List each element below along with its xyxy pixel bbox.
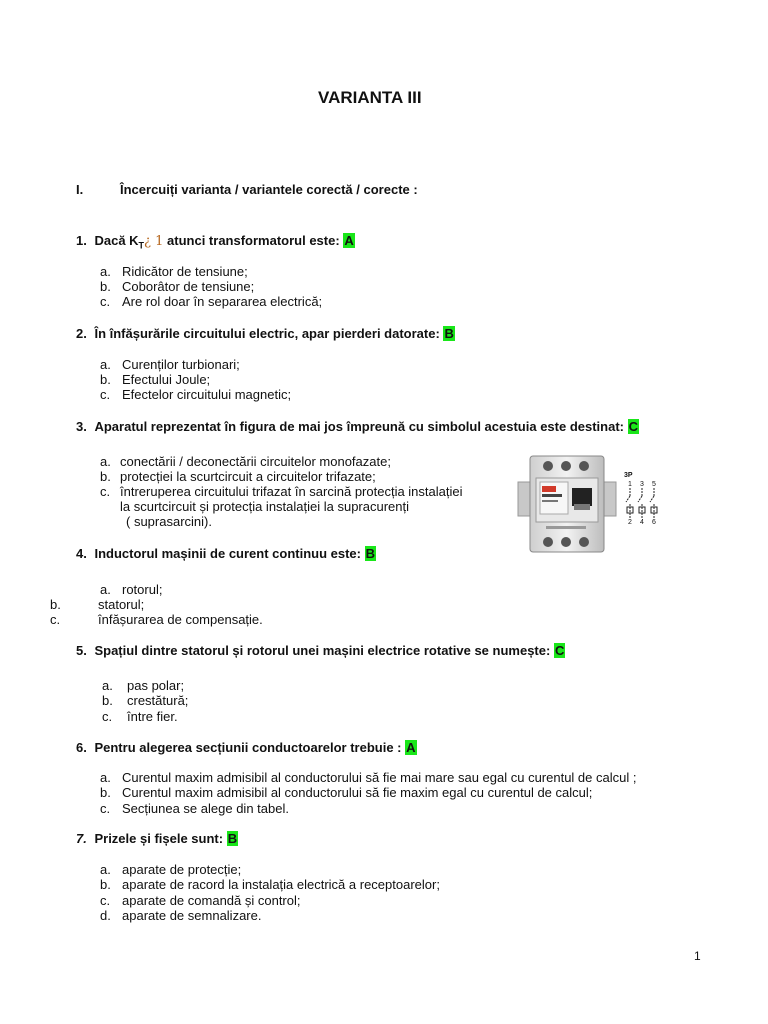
question-text: Pentru alegerea secțiunii conductoarelor trebuie : bbox=[94, 740, 402, 755]
question-4 bbox=[76, 546, 376, 561]
question-number: 1. bbox=[76, 233, 87, 248]
question-text: Spațiul dintre statorul și rotorul unei mașini electrice rotative se numește: bbox=[94, 643, 551, 658]
symbol-terminal: 5 bbox=[652, 481, 656, 488]
symbol-terminal: 2 bbox=[628, 519, 632, 526]
answer-badge: C bbox=[628, 419, 639, 434]
question-text: Inductorul mașinii de curent continuu este: bbox=[94, 546, 361, 561]
option-continuation: ( suprasarcini). bbox=[126, 514, 212, 529]
question-1 bbox=[76, 233, 355, 251]
question-number: 4. bbox=[76, 546, 87, 561]
answer-badge: A bbox=[344, 233, 354, 248]
answer-badge: A bbox=[406, 740, 416, 755]
question-number: 2. bbox=[76, 326, 87, 341]
question-7 bbox=[76, 831, 238, 846]
question-text: Aparatul reprezentat în figura de mai jos împreună cu simbolul acestuia este destinat: bbox=[94, 419, 624, 434]
answer-badge: C bbox=[554, 643, 565, 658]
page-title: VARIANTA III bbox=[318, 88, 422, 107]
question-3 bbox=[76, 419, 639, 434]
question-number: 6. bbox=[76, 740, 87, 755]
question-text: Prizele și fișele sunt: bbox=[94, 831, 224, 846]
answer-badge: B bbox=[444, 326, 454, 341]
question-number: 7. bbox=[76, 831, 87, 846]
question-glyph: ¿ 1 bbox=[144, 234, 164, 249]
question-6 bbox=[76, 740, 417, 755]
symbol-terminal: 1 bbox=[628, 481, 632, 488]
symbol-contacts-icon bbox=[624, 488, 664, 518]
section-instruction: Încercuiți varianta / variantele corectă / corecte : bbox=[120, 182, 418, 197]
question-5 bbox=[76, 643, 565, 658]
question-text-post: atunci transformatorul este: bbox=[163, 233, 340, 248]
question-number: 5. bbox=[76, 643, 87, 658]
answer-badge: B bbox=[227, 831, 238, 846]
option-continuation: la scurtcircuit și protecția instalației la supracurenți bbox=[120, 499, 410, 514]
answer-badge: B bbox=[365, 546, 376, 561]
question-2 bbox=[76, 326, 455, 341]
question-text: În înfășurările circuitului electric, apar pierderi datorate: bbox=[94, 326, 440, 341]
page-number: 1 bbox=[694, 949, 701, 963]
motor-protection-breaker-image bbox=[516, 452, 618, 556]
question-text-pre: Dacă K bbox=[94, 233, 139, 248]
symbol-terminal: 6 bbox=[652, 519, 656, 526]
symbol-header: 3P bbox=[624, 472, 633, 479]
breaker-symbol bbox=[624, 472, 666, 528]
question-subscript: T bbox=[138, 240, 145, 251]
section-number: I. bbox=[76, 182, 84, 197]
symbol-terminal: 4 bbox=[640, 519, 644, 526]
symbol-terminal: 3 bbox=[640, 481, 644, 488]
question-number: 3. bbox=[76, 419, 87, 434]
